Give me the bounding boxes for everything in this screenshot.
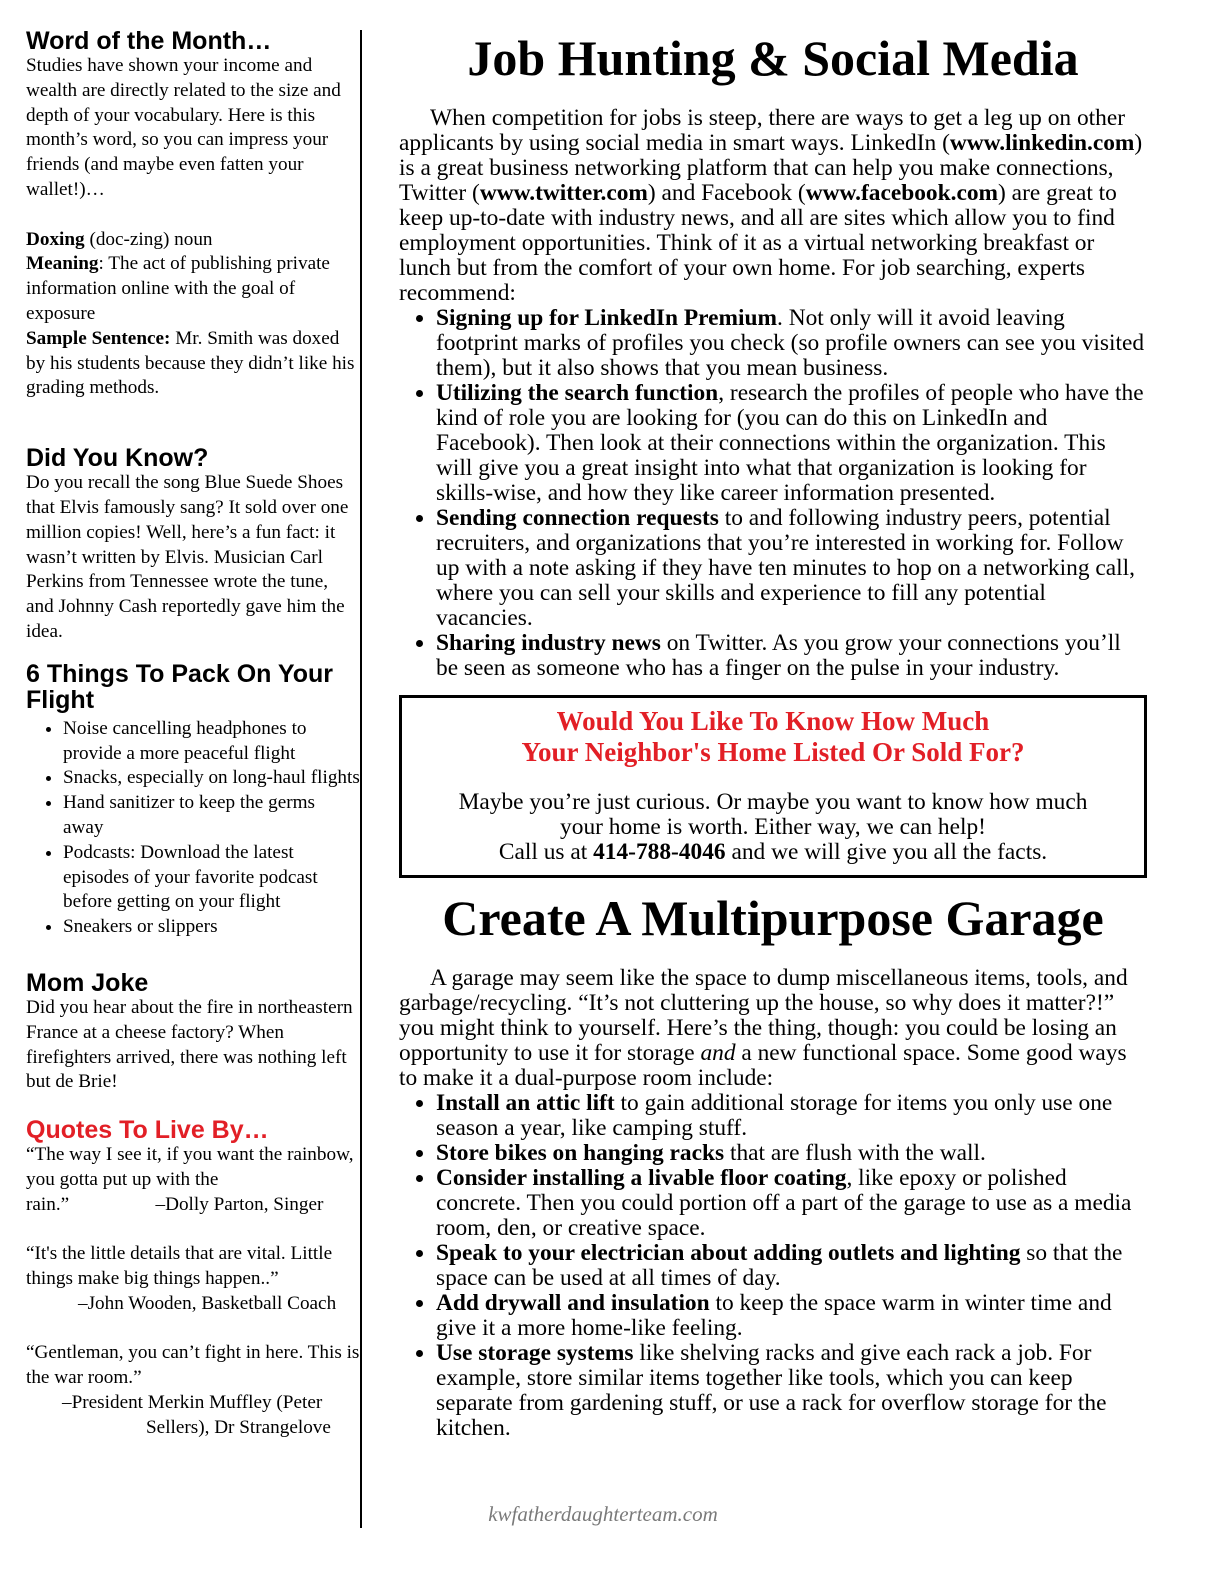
intro-italic: and — [700, 1040, 736, 1066]
bullet-bold: Signing up for LinkedIn Premium — [436, 305, 777, 331]
list-item — [436, 1141, 1147, 1166]
word-of-month-heading: Word of the Month… — [26, 27, 272, 55]
bullet-text: , like epoxy or polished concrete. Then you could portion off a part of the garage to use as a media room, den, or creative space. — [436, 1165, 1132, 1241]
list-item: • Sneakers or slippers — [63, 915, 360, 940]
bullet-bold: Speak to your electrician about adding outlets and lighting — [436, 1240, 1021, 1266]
bullet-bold: Sharing industry news — [436, 630, 661, 656]
phone-number[interactable]: 414-788-4046 — [593, 839, 726, 865]
quote-1-author: –Dolly Parton, Singer — [155, 1193, 324, 1215]
bullet-bold: Add drywall and insulation — [436, 1290, 710, 1316]
did-you-know-heading: Did You Know? — [26, 444, 209, 473]
bullet-text: like shelving racks and give each rack a job. For example, store similar items together like tools, which you can keep separate from gardening stuff, or use a rack for overflow storage for the kitchen. — [436, 1340, 1107, 1441]
facebook-link: www.facebook.com — [805, 180, 999, 206]
bullet-text: to and following industry peers, potential recruiters, and organizations that you’re interested in working for. Follow up with a note asking if they have ten minutes to hop on a networking call, where you can sell your skills and experience to fill any potential vacancies. — [436, 505, 1135, 631]
list-item — [436, 1241, 1147, 1291]
bullet-bold: Use storage systems — [436, 1340, 634, 1366]
bullet-bold: Sending connection requests — [436, 505, 719, 531]
callout-heading-line2: Your Neighbor's Home Listed Or Sold For? — [521, 737, 1025, 767]
list-item — [436, 1091, 1147, 1141]
callout-body-line1: Maybe you’re just curious. Or maybe you want to know how much — [458, 789, 1088, 815]
article-1-intro — [399, 106, 1147, 306]
bullet-bold: Store bikes on hanging racks — [436, 1140, 725, 1166]
bullet-text: so that the space can be used at all times of day. — [436, 1240, 1123, 1291]
list-item: • Podcasts: Download the latest episodes of your favorite podcast before getting on your flight — [63, 841, 360, 915]
meaning-label: Meaning — [26, 253, 99, 275]
bullet-text: that are flush with the wall. — [724, 1140, 986, 1166]
bullet-text: to gain additional storage for items you only use one season a year, like camping stuff. — [436, 1090, 1113, 1141]
article-1-title: Job Hunting & Social Media — [467, 30, 1079, 86]
pack-heading: 6 Things To Pack On Your Flight — [26, 659, 333, 714]
list-item — [436, 631, 1147, 681]
bullet-text: on Twitter. As you grow your connections you’ll be seen as someone who has a finger on the pulse in your industry. — [436, 630, 1121, 681]
quote-2-text: “It's the little details that are vital. Little things make big things happen..” — [26, 1243, 333, 1290]
callout-heading-line1: Would You Like To Know How Much — [556, 706, 990, 736]
list-item: • Noise cancelling headphones to provide a more peaceful flight — [63, 717, 360, 767]
callout-body-line2: your home is worth. Either way, we can help! — [560, 814, 986, 840]
intro-text: ) is a great business networking platform that can help you make connections, Twitter ( — [399, 130, 1143, 206]
intro-text: ) are great to keep up-to-date with industry news, and all are sites which allow you to find employment opportunities. Think of it as a virtual networking breakfast or lunch but from the comfort of your own home. For job searching, experts recommend: — [399, 180, 1117, 306]
word-definition — [26, 228, 360, 402]
column-divider — [360, 30, 362, 1528]
sample-label: Sample Sentence: — [26, 327, 171, 349]
article-2-title: Create A Multipurpose Garage — [442, 890, 1104, 946]
bullet-text: . Not only will it avoid leaving footprint marks of profiles you check (so profile owners can see you visited them), but it also shows that you mean business. — [436, 305, 1145, 381]
list-item — [436, 1166, 1147, 1241]
callout-text: and we will give you all the facts. — [725, 839, 1048, 865]
quote-3-author-line1: –President Merkin Muffley (Peter — [62, 1392, 323, 1414]
list-item — [436, 1341, 1147, 1441]
meaning-text: : The act of publishing private information online with the goal of exposure — [26, 253, 330, 324]
list-item: • Snacks, especially on long-haul flights — [63, 766, 360, 791]
intro-text: a new functional space. Some good ways to make it a dual-purpose room include: — [399, 1040, 1127, 1091]
quote-1-text: “The way I see it, if you want the rainbow, you gotta put up with the rain.” — [26, 1144, 354, 1215]
intro-text: When competition for jobs is steep, there are ways to get a leg up on other applicants by using social media in smart ways. LinkedIn ( — [399, 105, 1126, 156]
intro-text: A garage may seem like the space to dump miscellaneous items, tools, and garbage/recycling. “It’s not cluttering up the house, so why does it matter?!” you might think to yourself. Here’s the thing, though: you could be losing an opportunity to use it for storage — [399, 965, 1128, 1066]
quotes-heading: Quotes To Live By… — [26, 1116, 269, 1145]
callout-text: Call us at — [498, 839, 594, 865]
intro-text: ) and Facebook ( — [647, 180, 806, 206]
quote-3-text: “Gentleman, you can’t fight in here. This is the war room.” — [26, 1342, 360, 1389]
quote-3-author-line2: Sellers), Dr Strangelove — [146, 1416, 331, 1438]
article-2-intro — [399, 966, 1147, 1091]
list-item — [436, 381, 1147, 506]
word-term: Doxing — [26, 228, 85, 250]
bullet-text: , research the profiles of people who have the kind of role you are looking for (you can do this on LinkedIn and Facebook). Then look at their connections within the organization. This will give you a great insight into what that organization is looking for skills-wise, and how they like career information presented. — [436, 380, 1144, 506]
list-item — [436, 506, 1147, 631]
main-content — [399, 28, 1147, 1441]
bullet-bold: Utilizing the search function — [436, 380, 719, 406]
quote-1 — [26, 1143, 360, 1217]
word-pronunciation: (doc-zing) noun — [84, 228, 213, 250]
did-you-know-text: Do you recall the song Blue Suede Shoes that Elvis famously sang? It sold over one million copies! Well, here’s a fun fact: it wasn’t written by Elvis. Musician Carl Perkins from Tennessee wrote the tune, and Johnny Cash reportedly gave him the idea. — [26, 472, 349, 642]
quote-2-author: –John Wooden, Basketball Coach — [78, 1292, 337, 1314]
callout-box — [399, 695, 1147, 878]
footer-website[interactable]: kwfatherdaughterteam.com — [488, 1502, 718, 1526]
bullet-text: to keep the space warm in winter time and give it a more home-like feeling. — [436, 1290, 1112, 1341]
bullet-bold: Consider installing a livable floor coating — [436, 1165, 847, 1191]
mom-joke-text: Did you hear about the fire in northeastern France at a cheese factory? When firefighters arrived, there was nothing left but de Brie! — [26, 996, 353, 1093]
list-item — [436, 306, 1147, 381]
sample-text: Mr. Smith was doxed by his students because they didn’t like his grading methods. — [26, 327, 355, 399]
twitter-link: www.twitter.com — [479, 180, 648, 206]
callout-body-line3 — [412, 840, 1134, 865]
left-sidebar — [26, 28, 360, 1441]
linkedin-link: www.linkedin.com — [949, 130, 1135, 156]
article-1-bullets — [399, 306, 1147, 681]
bullet-bold: Install an attic lift — [436, 1090, 615, 1116]
list-item — [436, 1291, 1147, 1341]
list-item: • Hand sanitizer to keep the germs away — [63, 791, 360, 841]
article-2-bullets — [399, 1091, 1147, 1441]
mom-joke-heading: Mom Joke — [26, 968, 149, 997]
pack-list — [26, 717, 360, 940]
word-of-month-intro: Studies have shown your income and wealth are directly related to the size and depth of your vocabulary. Here is this month’s word, so you can impress your friends (and maybe even fatten your wallet!)… — [26, 55, 341, 200]
